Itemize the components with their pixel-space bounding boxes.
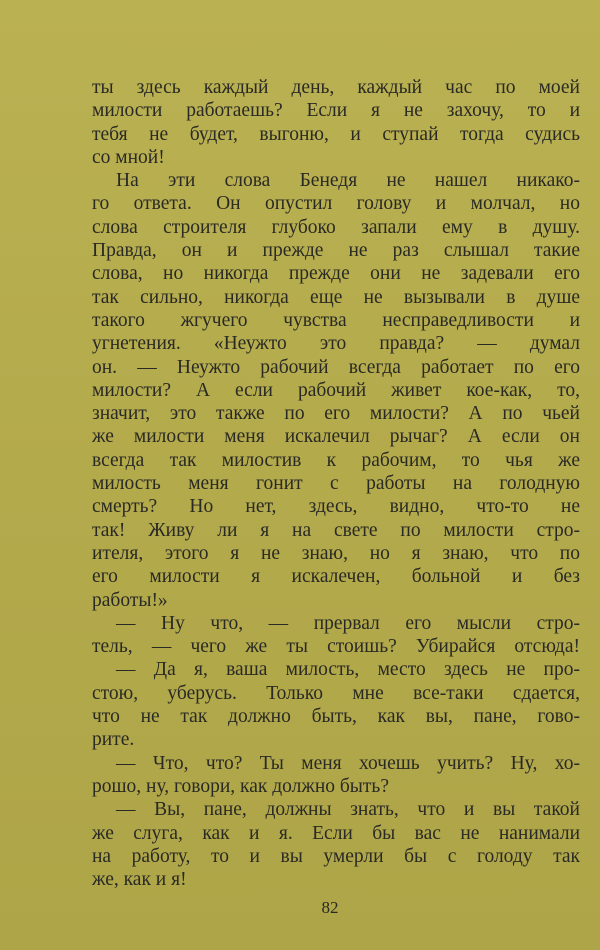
text-line: тель, — чего же ты стоишь? Убирайся отсюда!	[92, 636, 580, 658]
page-number: 82	[321, 898, 339, 917]
body-text	[92, 76, 580, 891]
text-line: слова строителя глубоко запали ему в душу.	[92, 216, 580, 238]
text-line: — Ну что, — прервал его мысли стро-	[116, 612, 580, 634]
text-line: милости? А если рабочий живет кое-как, то,	[92, 379, 580, 401]
text-line: всегда так милостив к рабочим, то чья же	[92, 449, 580, 471]
text-line: так! Живу ли я на свете по милости стро-	[92, 519, 580, 541]
text-line: тебя не будет, выгоню, и ступай тогда судись	[92, 123, 580, 145]
text-line: со мной!	[92, 146, 165, 168]
text-line: милость меня гонит с работы на голодную	[92, 473, 580, 495]
text-line: так сильно, никогда еще не вызывали в душе	[92, 286, 580, 308]
text-line: что не так должно быть, как вы, пане, гово-	[92, 706, 580, 728]
text-line: На эти слова Бенедя не нашел никако-	[116, 170, 580, 192]
text-line: — Да я, ваша милость, место здесь не про-	[116, 659, 580, 681]
text-line: же слуга, как и я. Если бы вас не нанимали	[92, 822, 580, 844]
text-line: ты здесь каждый день, каждый час по моей	[92, 77, 580, 98]
text-line: смерть? Но нет, здесь, видно, что-то не	[92, 496, 580, 518]
text-line: угнетения. «Неужто это правда? — думал	[92, 333, 580, 355]
text-line: Правда, он и прежде не раз слышал такие	[92, 240, 580, 262]
text-line: его милости я искалечен, больной и без	[92, 566, 580, 588]
text-line: работы!»	[92, 589, 168, 611]
text-line: — Что, что? Ты меня хочешь учить? Ну, хо-	[116, 752, 580, 774]
text-line: рите.	[92, 729, 135, 751]
text-line: на работу, то и вы умерли бы с голоду так	[92, 845, 580, 867]
text-line: го ответа. Он опустил голову и молчал, но	[92, 193, 580, 215]
text-line: такого жгучего чувства несправедливости и	[92, 309, 580, 331]
text-line: же, как и я!	[92, 869, 187, 891]
text-line: милости работаешь? Если я не захочу, то и	[92, 100, 580, 122]
text-line: — Вы, пане, должны знать, что и вы такой	[116, 799, 580, 821]
text-line: же милости меня искалечил рычаг? А если он	[92, 426, 580, 448]
text-line: ителя, этого я не знаю, но я знаю, что по	[92, 542, 580, 564]
text-line: стою, уберусь. Только мне все-таки сдается,	[92, 682, 580, 704]
text-line: рошо, ну, говори, как должно быть?	[92, 775, 389, 797]
text-line: значит, это также по его милости? А по чьей	[92, 403, 580, 425]
text-line: он. — Неужто рабочий всегда работает по его	[92, 356, 580, 378]
text-line: слова, но никогда прежде они не задевали его	[92, 263, 580, 285]
